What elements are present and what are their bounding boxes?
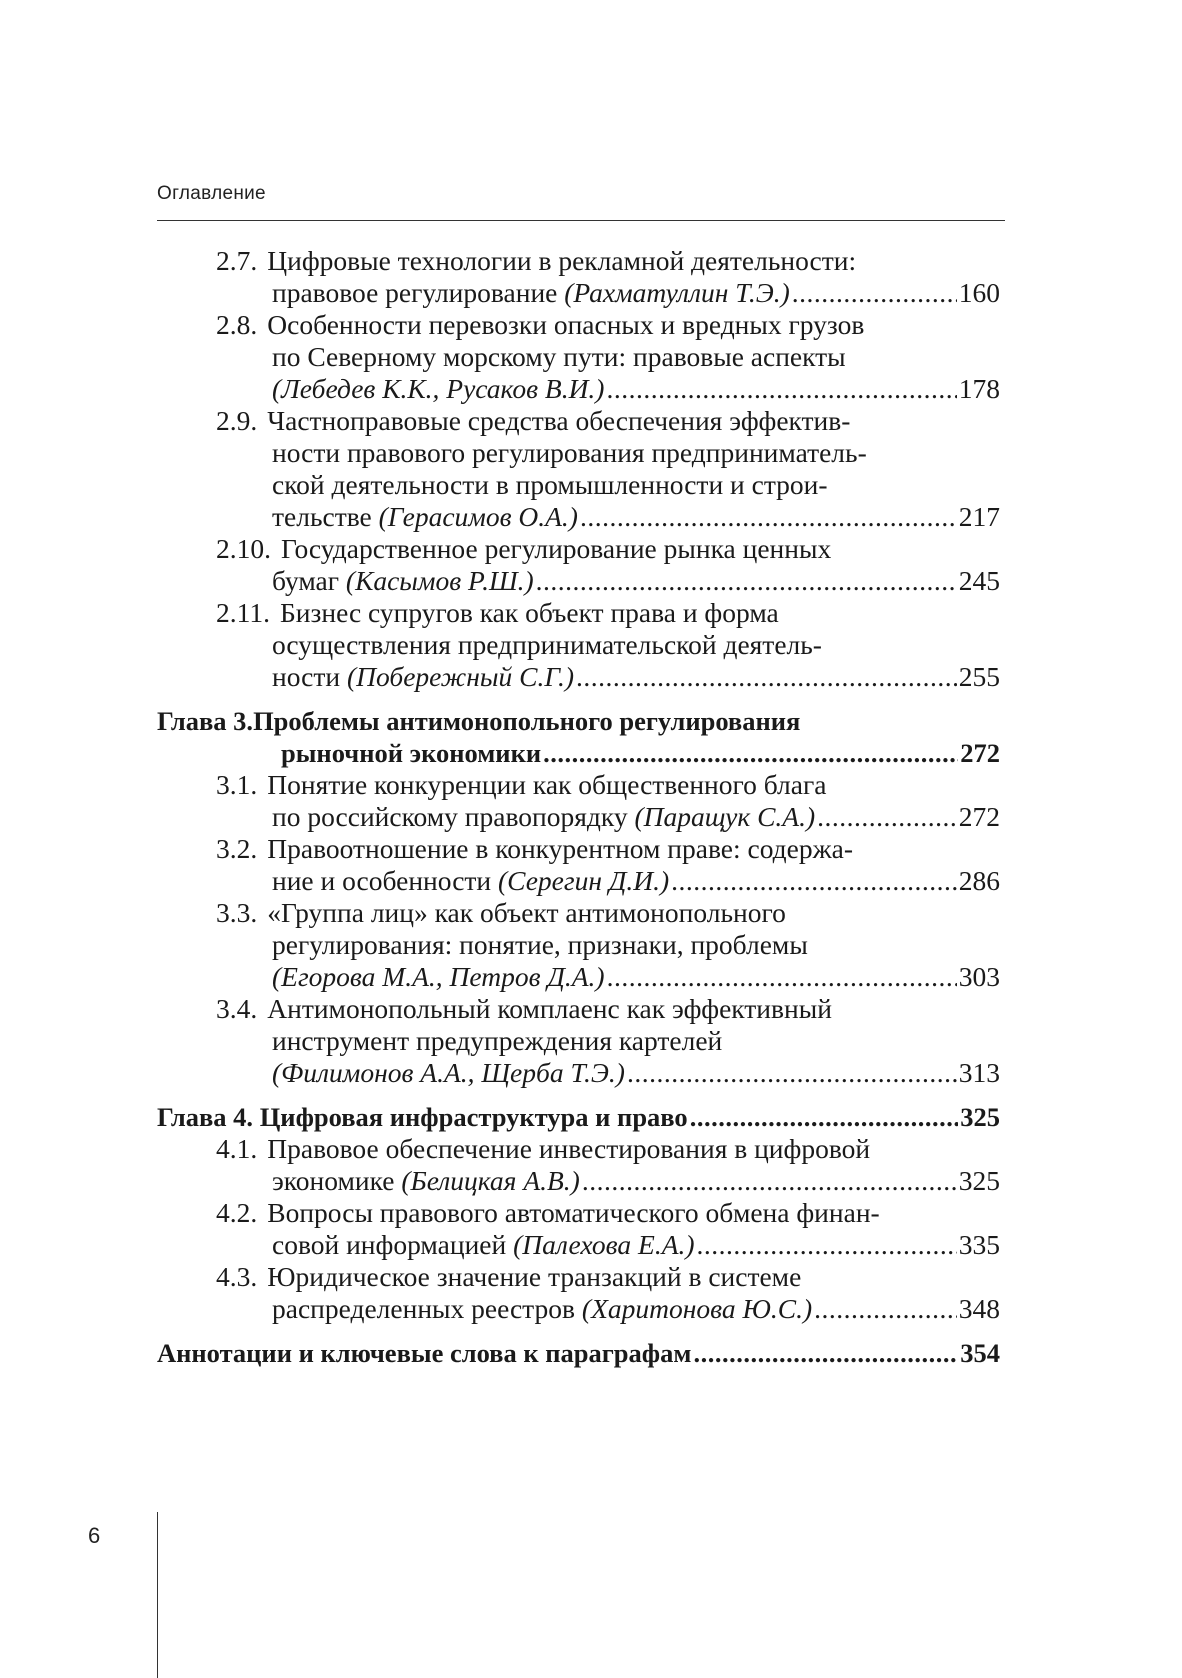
toc-entry-text: ние и особенности <box>272 865 499 896</box>
toc-entry-text: по российскому правопорядку <box>272 801 635 832</box>
toc-entry-last-line <box>157 1101 1000 1133</box>
toc-entry-text: совой информацией <box>272 1229 514 1260</box>
toc-entry-number: 4.3. <box>216 1261 258 1292</box>
toc-entry-text: по Северному морскому пути: правовые аспекты <box>272 341 846 372</box>
toc-entry-number: 2.8. <box>216 309 258 340</box>
toc-entry-text: бумаг <box>272 565 346 596</box>
toc-entry-author: (Паращук С.А.) <box>634 801 816 832</box>
dot-leader <box>792 277 957 309</box>
toc-entry-text: рыночной экономики <box>281 738 542 768</box>
toc-entry-text: Правовое обеспечение инвестирования в цифровой <box>267 1133 871 1164</box>
dot-leader <box>606 373 956 405</box>
toc-entry-text: Юридическое значение транзакций в системе <box>267 1261 802 1292</box>
toc-entry-number: 2.9. <box>216 405 258 436</box>
toc-entry-line <box>216 897 1000 929</box>
toc-entry-author: (Филимонов А.А., Щерба Т.Э.) <box>272 1057 625 1088</box>
dot-leader <box>697 1229 957 1261</box>
toc-entry-text: инструмент предупреждения картелей <box>272 1025 723 1056</box>
toc-chapter-entry[interactable] <box>157 1337 1000 1369</box>
toc-entry-title-end <box>272 1165 580 1197</box>
toc-entry-text: ности <box>272 661 347 692</box>
toc-entry-number: 4.1. <box>216 1133 258 1164</box>
toc-entry-author: (Егорова М.А., Петров Д.А.) <box>272 961 605 992</box>
running-head: Оглавление <box>157 183 266 204</box>
toc-entry-text: Вопросы правового автоматического обмена финан- <box>267 1197 880 1228</box>
toc-entry-author: (Серегин Д.И.) <box>498 865 670 896</box>
toc-entry-title-end <box>272 373 604 405</box>
toc-section-entry[interactable] <box>157 533 1000 597</box>
toc-chapter-entry[interactable] <box>157 1101 1000 1133</box>
toc-section-entry[interactable] <box>157 993 1000 1089</box>
toc-entry-title-end <box>157 1337 691 1369</box>
toc-entry-text: распределенных реестров <box>272 1293 582 1324</box>
toc-entry-title-end <box>272 1057 625 1089</box>
toc-entry-last-line <box>216 961 1000 993</box>
table-of-contents <box>157 245 1000 1369</box>
toc-entry-line <box>216 405 1000 437</box>
toc-entry-text: Цифровые технологии в рекламной деятельности: <box>267 245 857 276</box>
toc-entry-line <box>216 1261 1000 1293</box>
toc-entry-last-line <box>216 1057 1000 1089</box>
toc-entry-line <box>216 533 1000 565</box>
toc-entry-line <box>157 705 1000 737</box>
toc-entry-title-end <box>272 1229 695 1261</box>
toc-entry-number: Глава 4. <box>157 1102 260 1132</box>
toc-entry-text: экономике <box>272 1165 402 1196</box>
toc-entry-last-line <box>216 277 1000 309</box>
header-rule <box>157 220 1005 221</box>
toc-entry-text: Особенности перевозки опасных и вредных грузов <box>267 309 865 340</box>
toc-entry-text: Бизнес супругов как объект права и форма <box>279 597 779 628</box>
toc-entry-number: 2.10. <box>216 533 271 564</box>
toc-entry-page: 272 <box>960 738 1000 768</box>
toc-entry-last-line <box>216 1293 1000 1325</box>
toc-entry-last-line <box>216 501 1000 533</box>
toc-section-entry[interactable] <box>157 1197 1000 1261</box>
toc-entry-number: Глава 3. <box>157 706 254 736</box>
toc-entry-text: Антимонопольный комплаенс как эффективный <box>267 993 832 1024</box>
toc-entry-title-end <box>272 277 790 309</box>
dot-leader <box>543 737 958 769</box>
toc-entry-title-end <box>272 801 815 833</box>
toc-entry-number: 4.2. <box>216 1197 258 1228</box>
toc-entry-line <box>216 1133 1000 1165</box>
toc-entry-title-end <box>281 737 541 769</box>
toc-entry-number: 3.2. <box>216 833 258 864</box>
toc-entry-last-line <box>216 661 1000 693</box>
toc-entry-page: 160 <box>958 277 1000 308</box>
toc-entry-title-end <box>157 1101 688 1133</box>
toc-entry-last-line <box>216 1229 1000 1261</box>
toc-entry-title-end <box>272 961 605 993</box>
dot-leader <box>580 501 957 533</box>
toc-entry-line <box>216 245 1000 277</box>
dot-leader <box>536 565 957 597</box>
dot-leader <box>576 661 957 693</box>
page-number: 6 <box>88 1523 101 1548</box>
toc-entry-author: (Лебедев К.К., Русаков В.И.) <box>272 373 605 404</box>
toc-entry-line <box>216 769 1000 801</box>
dot-leader <box>627 1057 957 1089</box>
toc-entry-text: Проблемы антимонопольного регулирования <box>253 706 801 736</box>
toc-entry-last-line <box>216 865 1000 897</box>
toc-entry-page: 255 <box>958 661 1000 692</box>
toc-entry-last-line <box>216 801 1000 833</box>
toc-entry-page: 217 <box>958 501 1000 532</box>
toc-entry-line <box>216 993 1000 1025</box>
toc-entry-title-end <box>272 1293 812 1325</box>
toc-entry-last-line <box>157 1337 1000 1369</box>
toc-entry-text: ности правового регулирования предприниматель- <box>272 437 867 468</box>
toc-entry-author: (Касымов Р.Ш.) <box>345 565 534 596</box>
toc-entry-page: 245 <box>958 565 1000 596</box>
folio-rule <box>157 1512 158 1678</box>
toc-entry-last-line <box>216 373 1000 405</box>
toc-chapter-entry[interactable] <box>157 705 1000 769</box>
toc-entry-line <box>216 437 1000 469</box>
toc-entry-line <box>216 929 1000 961</box>
toc-entry-page: 325 <box>958 1165 1000 1196</box>
dot-leader <box>817 801 957 833</box>
toc-entry-title-end <box>272 501 578 533</box>
toc-entry-last-line <box>157 737 1000 769</box>
toc-entry-text: Государственное регулирование рынка ценных <box>281 533 832 564</box>
toc-entry-author: (Рахматуллин Т.Э.) <box>564 277 790 308</box>
toc-entry-page: 354 <box>960 1338 1000 1368</box>
dot-leader <box>582 1165 957 1197</box>
toc-entry-author: (Белицкая А.В.) <box>401 1165 580 1196</box>
toc-entry-line <box>216 1197 1000 1229</box>
toc-entry-text: Цифровая инфраструктура и право <box>259 1102 688 1132</box>
toc-entry-line <box>216 597 1000 629</box>
toc-entry-text: осуществления предпринимательской деятель- <box>272 629 822 660</box>
toc-entry-text: правовое регулирование <box>272 277 565 308</box>
toc-entry-text: Понятие конкуренции как общественного блага <box>267 769 827 800</box>
toc-section-entry[interactable] <box>157 897 1000 993</box>
toc-entry-author: (Харитонова Ю.С.) <box>581 1293 813 1324</box>
toc-entry-page: 348 <box>958 1293 1000 1324</box>
toc-entry-number: 2.7. <box>216 245 258 276</box>
toc-entry-page: 286 <box>958 865 1000 896</box>
toc-entry-line <box>216 629 1000 661</box>
dot-leader <box>690 1101 959 1133</box>
toc-entry-page: 178 <box>958 373 1000 404</box>
toc-entry-text: тельстве <box>272 501 379 532</box>
toc-entry-title-end <box>272 661 574 693</box>
toc-entry-page: 272 <box>958 801 1000 832</box>
toc-section-entry[interactable] <box>157 245 1000 309</box>
toc-entry-line <box>216 341 1000 373</box>
toc-entry-text: Правоотношение в конкурентном праве: содержа- <box>267 833 853 864</box>
toc-entry-title-end <box>272 865 669 897</box>
toc-entry-line <box>216 833 1000 865</box>
dot-leader <box>814 1293 957 1325</box>
dot-leader <box>693 1337 958 1369</box>
toc-entry-title-end <box>272 565 534 597</box>
toc-entry-line <box>216 1025 1000 1057</box>
toc-entry-last-line <box>216 565 1000 597</box>
dot-leader <box>607 961 957 993</box>
toc-entry-page: 325 <box>960 1102 1000 1132</box>
toc-entry-text: ской деятельности в промышленности и строи- <box>272 469 828 500</box>
dot-leader <box>671 865 957 897</box>
toc-entry-page: 313 <box>958 1057 1000 1088</box>
toc-entry-text: Аннотации и ключевые слова к параграфам <box>157 1338 692 1368</box>
toc-entry-author: (Побережный С.Г.) <box>346 661 574 692</box>
toc-section-entry[interactable] <box>157 597 1000 693</box>
toc-entry-text: «Группа лиц» как объект антимонопольного <box>267 897 786 928</box>
toc-entry-number: 3.4. <box>216 993 258 1024</box>
toc-entry-last-line <box>216 1165 1000 1197</box>
toc-entry-number: 3.3. <box>216 897 258 928</box>
toc-entry-line <box>216 469 1000 501</box>
toc-entry-number: 3.1. <box>216 769 258 800</box>
toc-entry-text: регулирования: понятие, признаки, проблемы <box>272 929 808 960</box>
toc-section-entry[interactable] <box>157 309 1000 405</box>
toc-section-entry[interactable] <box>157 405 1000 533</box>
toc-entry-number: 2.11. <box>216 597 270 628</box>
toc-section-entry[interactable] <box>157 1133 1000 1197</box>
toc-entry-line <box>216 309 1000 341</box>
toc-entry-page: 303 <box>958 961 1000 992</box>
toc-section-entry[interactable] <box>157 1261 1000 1325</box>
toc-entry-text: Частноправовые средства обеспечения эффектив- <box>267 405 851 436</box>
toc-entry-author: (Герасимов О.А.) <box>378 501 578 532</box>
toc-entry-author: (Палехова Е.А.) <box>513 1229 695 1260</box>
toc-entry-page: 335 <box>958 1229 1000 1260</box>
toc-section-entry[interactable] <box>157 833 1000 897</box>
toc-section-entry[interactable] <box>157 769 1000 833</box>
